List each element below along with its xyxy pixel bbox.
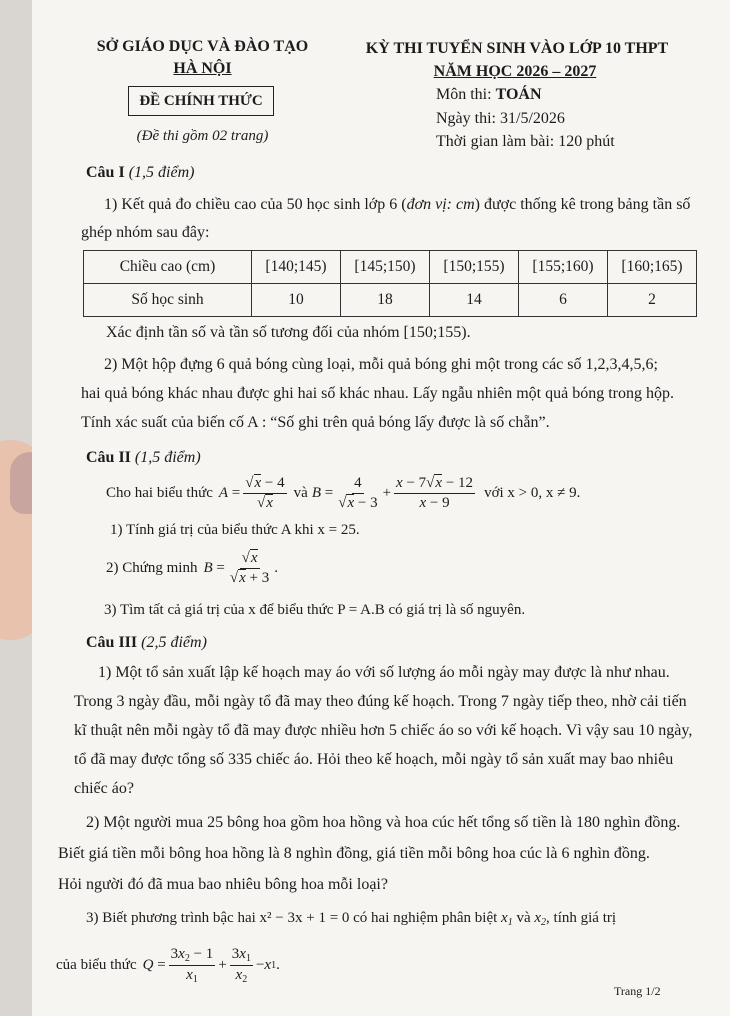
q1-after-table: Xác định tần số và tần số tương đối của nhóm [150;155).	[106, 324, 471, 341]
q3-part1-line3: kĩ thuật nên mỗi ngày tổ đã may được nhiều hơn 5 chiếc áo so với kế hoạch. Vì vậy sau 10 ngày,	[74, 722, 693, 739]
q3-part1-line5: chiếc áo?	[74, 780, 134, 797]
q2-intro: Cho hai biểu thức	[106, 484, 213, 501]
q3-part1-line4: tổ đã may được tổng số 335 chiếc áo. Hỏi theo kế hoạch, mỗi ngày tổ sản xuất may bao nhiêu	[74, 751, 674, 768]
count-cell: 10	[252, 284, 341, 317]
q3-part3-text-end: tính giá trị	[553, 910, 617, 926]
q3-part2-line3: Hỏi người đó đã mua bao nhiêu bông hoa mỗi loại?	[58, 876, 388, 893]
group-cell: [145;150)	[341, 251, 430, 284]
fraction-b2: $\frac{x - 7√x - 12}{x - 9}$	[396, 474, 474, 511]
fraction-a: $\frac{√x - 4}{√x}$	[245, 474, 285, 511]
q3-part3-line1: 3) Biết phương trình bậc hai x² − 3x + 1 = 0 có hai nghiệm phân biệt $x_1$ và $x_2$, tính giá trị	[86, 910, 617, 928]
q1-part2-line3: Tính xác suất của biến cố A : “Số ghi trên quả bóng lấy được là số chẵn”.	[81, 414, 550, 431]
count-cell: 18	[341, 284, 430, 317]
pages-note: (Đề thi gồm 02 trang)	[136, 128, 269, 144]
q2-item2-label: 2) Chứng minh	[106, 559, 198, 576]
q2-and: và	[293, 484, 308, 501]
frequency-table	[83, 250, 697, 317]
q1-heading: Câu I (1,5 điểm)	[86, 164, 195, 181]
group-cell: [160;165)	[608, 251, 697, 284]
count-cell: 6	[519, 284, 608, 317]
count-cell: 14	[430, 284, 519, 317]
q2-item3: 3) Tìm tất cả giá trị của x để biểu thức P = A.B có giá trị là số nguyên.	[104, 602, 526, 618]
fraction-q1: $\frac{3x_2 - 1}{x_1}$	[170, 945, 214, 985]
city-name: HÀ NỘI	[173, 60, 232, 77]
q3-part2-line2: Biết giá tiền mỗi bông hoa hồng là 8 nghìn đồng, giá tiền mỗi bông hoa cúc là 6 nghìn đồng.	[58, 845, 650, 862]
department-name: SỞ GIÁO DỤC VÀ ĐÀO TẠO	[96, 38, 309, 55]
table-row	[84, 251, 697, 284]
count-cell: 2	[608, 284, 697, 317]
q2-item1: 1) Tính giá trị của biểu thức A khi x = 25.	[110, 522, 360, 538]
q3-part1-line1: 1) Một tổ sản xuất lập kế hoạch may áo với số lượng áo mỗi ngày may được là như nhau.	[98, 664, 670, 681]
q3-part3-label: của biểu thức	[56, 956, 137, 973]
q3-part3-text: 3) Biết phương trình bậc hai x² − 3x + 1 = 0 có hai nghiệm phân biệt	[86, 910, 498, 926]
exam-date: Ngày thi: 31/5/2026	[436, 110, 565, 127]
group-cell: [155;160)	[519, 251, 608, 284]
q2-condition: với x > 0, x ≠ 9.	[484, 484, 581, 501]
row-label-count: Số học sinh	[84, 284, 252, 317]
q3-heading: Câu III (2,5 điểm)	[86, 634, 207, 651]
exam-title: KỲ THI TUYỂN SINH VÀO LỚP 10 THPT	[365, 40, 669, 57]
fraction-b-proof: $\frac{√x}{√x + 3}$	[229, 549, 270, 586]
school-year: NĂM HỌC 2026 – 2027	[433, 63, 597, 80]
q2-expressions: Cho hai biểu thức A = $\frac{√x - 4}{√x}$ và B = $\frac{4}{√x - 3}$ + $\frac{x - 7√x - 12}{x - 9}$ với x > 0, x ≠ 9.	[106, 474, 581, 511]
fraction-b1: $\frac{4}{√x - 3}$	[338, 474, 378, 511]
table-row	[84, 284, 697, 317]
q1-part1-line2: ghép nhóm sau đây:	[81, 224, 210, 241]
row-label-height: Chiều cao (cm)	[84, 251, 252, 284]
q1-part1-line1: 1) Kết quả đo chiều cao của 50 học sinh lớp 6 (đơn vị: cm) được thống kê trong bảng tần số	[104, 196, 691, 213]
exam-duration: Thời gian làm bài: 120 phút	[436, 133, 615, 150]
q3-part1-line2: Trong 3 ngày đầu, mỗi ngày tổ đã may theo đúng kế hoạch. Trong 7 ngày tiếp theo, nhờ cải tiến	[74, 693, 687, 710]
q1-part2-line2: hai quả bóng khác nhau được ghi hai số khác nhau. Lấy ngẫu nhiên một quả bóng trong hộp.	[81, 385, 674, 402]
q2-item2: 2) Chứng minh B = $\frac{√x}{√x + 3}$ .	[106, 549, 278, 586]
page-number: Trang 1/2	[614, 984, 661, 998]
q1-part2-line1: 2) Một hộp đựng 6 quả bóng cùng loại, mỗi quả bóng ghi một trong các số 1,2,3,4,5,6;	[104, 356, 658, 373]
subject-line: Môn thi: TOÁN	[436, 86, 542, 103]
group-cell: [150;155)	[430, 251, 519, 284]
q3-part3-line2: của biểu thức Q = $\frac{3x_2 - 1}{x_1}$ + $\frac{3x_1}{x_2}$ − x 1 .	[56, 945, 280, 985]
q2-heading: Câu II (1,5 điểm)	[86, 449, 201, 466]
fraction-q2: $\frac{3x_1}{x_2}$	[231, 945, 251, 985]
group-cell: [140;145)	[252, 251, 341, 284]
official-label: ĐỀ CHÍNH THỨC	[128, 86, 274, 116]
q3-part2-line1: 2) Một người mua 25 bông hoa gồm hoa hồng và hoa cúc hết tổng số tiền là 180 nghìn đồng.	[86, 814, 681, 831]
